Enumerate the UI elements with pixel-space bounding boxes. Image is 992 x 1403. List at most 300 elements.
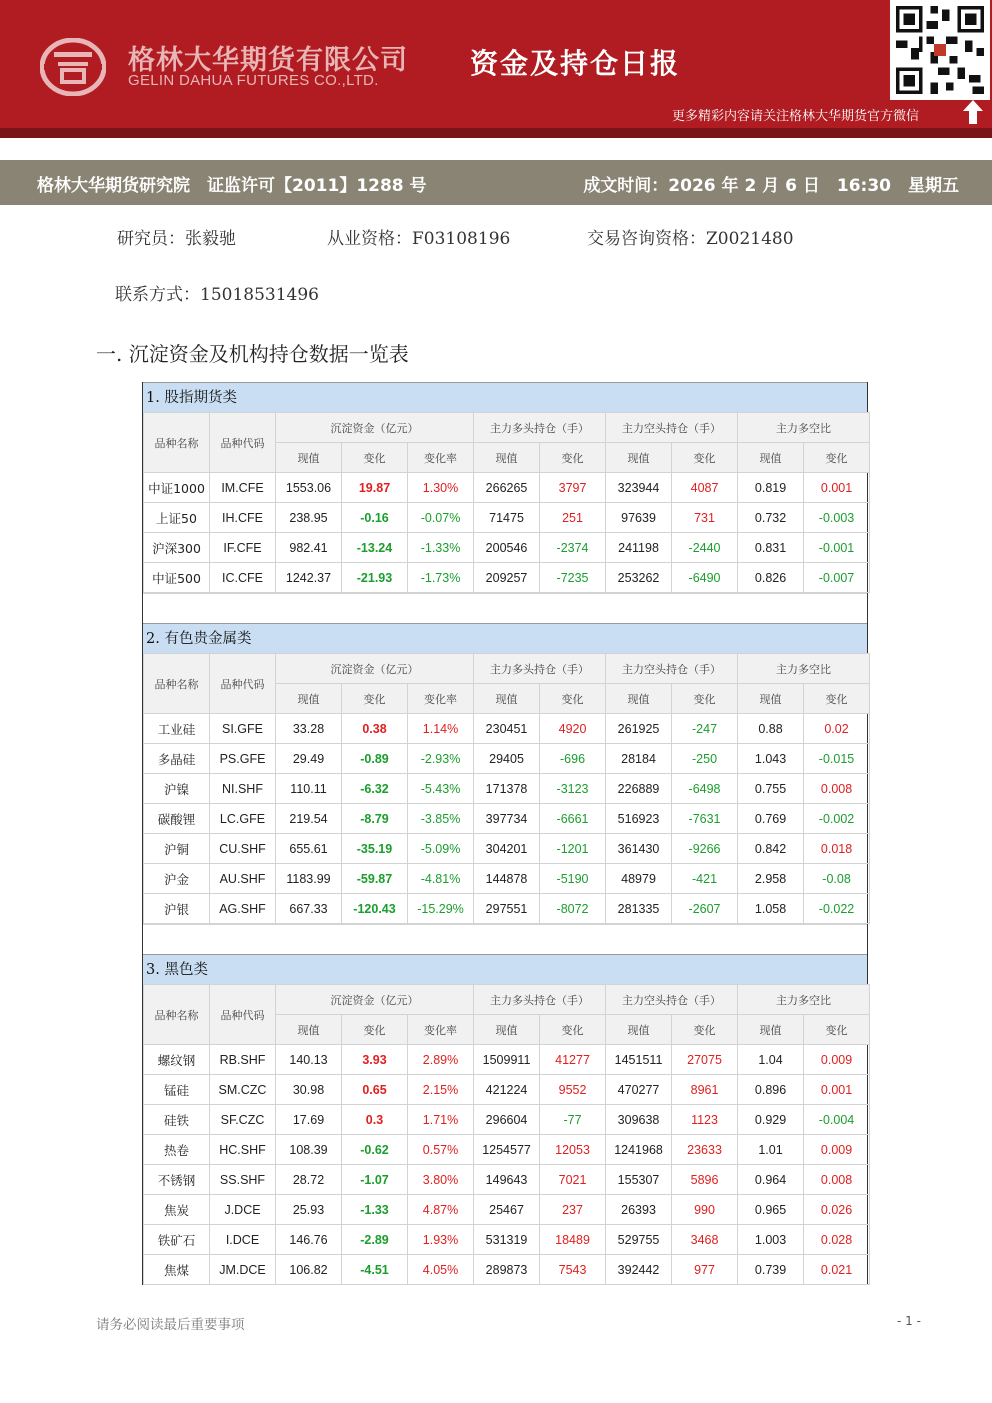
data-cell: 12053 <box>540 1135 606 1165</box>
data-cell: 27075 <box>672 1045 738 1075</box>
data-cell: 667.33 <box>276 894 342 924</box>
variety-code: NI.SHF <box>210 774 276 804</box>
data-cell: 0.896 <box>738 1075 804 1105</box>
table-spacer <box>143 593 867 623</box>
data-cell: 0.57% <box>408 1135 474 1165</box>
variety-name: 沪金 <box>144 864 210 894</box>
data-cell: 0.008 <box>804 774 870 804</box>
data-cell: 266265 <box>474 473 540 503</box>
data-cell: 146.76 <box>276 1225 342 1255</box>
header-long: 主力多头持仓（手） <box>474 413 606 443</box>
data-cell: -21.93 <box>342 563 408 593</box>
category-title: 3. 黑色类 <box>143 954 867 984</box>
header-change: 变化 <box>804 443 870 473</box>
table-row <box>144 473 870 503</box>
data-cell: 140.13 <box>276 1045 342 1075</box>
data-cell: 0.826 <box>738 563 804 593</box>
variety-name: 沪银 <box>144 894 210 924</box>
data-cell: 516923 <box>606 804 672 834</box>
variety-name: 热卷 <box>144 1135 210 1165</box>
data-cell: 1.71% <box>408 1105 474 1135</box>
data-cell: 171378 <box>474 774 540 804</box>
header-change: 变化 <box>672 443 738 473</box>
table-row <box>144 774 870 804</box>
data-cell: 8961 <box>672 1075 738 1105</box>
header-current: 现值 <box>738 1015 804 1045</box>
header-change: 变化 <box>672 684 738 714</box>
table-row <box>144 894 870 924</box>
data-cell: 97639 <box>606 503 672 533</box>
data-cell: -3123 <box>540 774 606 804</box>
data-cell: -1.73% <box>408 563 474 593</box>
data-cell: -35.19 <box>342 834 408 864</box>
data-cell: -0.16 <box>342 503 408 533</box>
data-cell: 977 <box>672 1255 738 1285</box>
header-change-rate: 变化率 <box>408 684 474 714</box>
footer-disclaimer: 请务必阅读最后重要事项 <box>96 1317 245 1333</box>
variety-name: 中证1000 <box>144 473 210 503</box>
header-change-rate: 变化率 <box>408 1015 474 1045</box>
header-current: 现值 <box>474 684 540 714</box>
table-row <box>144 533 870 563</box>
data-cell: 29.49 <box>276 744 342 774</box>
header-change: 变化 <box>804 684 870 714</box>
data-cell: -1.07 <box>342 1165 408 1195</box>
data-cell: 281335 <box>606 894 672 924</box>
data-cell: 1553.06 <box>276 473 342 503</box>
category-table <box>143 412 870 593</box>
data-cell: 219.54 <box>276 804 342 834</box>
data-cell: 4.87% <box>408 1195 474 1225</box>
data-cell: -0.003 <box>804 503 870 533</box>
data-cell: -15.29% <box>408 894 474 924</box>
table-row <box>144 1165 870 1195</box>
data-cell: 237 <box>540 1195 606 1225</box>
variety-name: 中证500 <box>144 563 210 593</box>
data-cell: -696 <box>540 744 606 774</box>
data-cell: 0.65 <box>342 1075 408 1105</box>
variety-code: RB.SHF <box>210 1045 276 1075</box>
data-cell: 0.739 <box>738 1255 804 1285</box>
table-row <box>144 1135 870 1165</box>
data-cell: -59.87 <box>342 864 408 894</box>
data-cell: 261925 <box>606 714 672 744</box>
data-cell: 0.831 <box>738 533 804 563</box>
data-cell: 23633 <box>672 1135 738 1165</box>
data-cell: -0.002 <box>804 804 870 834</box>
header-current: 现值 <box>276 1015 342 1045</box>
header-ratio: 主力多空比 <box>738 413 870 443</box>
data-cell: -5.09% <box>408 834 474 864</box>
data-cell: -77 <box>540 1105 606 1135</box>
data-cell: -0.001 <box>804 533 870 563</box>
table-row <box>144 1105 870 1135</box>
advisory-qualification: 交易咨询资格：Z0021480 <box>587 229 794 249</box>
header-name: 品种名称 <box>144 413 210 473</box>
data-cell: 1451511 <box>606 1045 672 1075</box>
data-cell: 0.021 <box>804 1255 870 1285</box>
category-table <box>143 653 870 924</box>
data-cell: 1254577 <box>474 1135 540 1165</box>
data-cell: 531319 <box>474 1225 540 1255</box>
variety-name: 沪深300 <box>144 533 210 563</box>
data-cell: 209257 <box>474 563 540 593</box>
variety-code: LC.GFE <box>210 804 276 834</box>
header-code: 品种代码 <box>210 413 276 473</box>
data-cell: 238.95 <box>276 503 342 533</box>
up-arrow-icon <box>962 99 984 125</box>
data-cell: 0.028 <box>804 1225 870 1255</box>
data-cell: 230451 <box>474 714 540 744</box>
data-cell: 0.842 <box>738 834 804 864</box>
researcher: 研究员：张毅驰 <box>117 229 236 249</box>
data-cell: 4087 <box>672 473 738 503</box>
category-title: 2. 有色贵金属类 <box>143 623 867 653</box>
variety-code: AU.SHF <box>210 864 276 894</box>
variety-code: PS.GFE <box>210 744 276 774</box>
data-cell: 1241968 <box>606 1135 672 1165</box>
header-current: 现值 <box>474 1015 540 1045</box>
header-name: 品种名称 <box>144 985 210 1045</box>
data-cell: 48979 <box>606 864 672 894</box>
header-ratio: 主力多空比 <box>738 985 870 1015</box>
data-cell: 655.61 <box>276 834 342 864</box>
data-cell: -6498 <box>672 774 738 804</box>
header-change: 变化 <box>540 684 606 714</box>
data-cell: -4.81% <box>408 864 474 894</box>
table-spacer <box>143 924 867 954</box>
data-cell: 2.89% <box>408 1045 474 1075</box>
data-cell: -1201 <box>540 834 606 864</box>
header-change-rate: 变化率 <box>408 443 474 473</box>
data-cell: 3.93 <box>342 1045 408 1075</box>
data-cell: 3.80% <box>408 1165 474 1195</box>
variety-name: 多晶硅 <box>144 744 210 774</box>
data-cell: 241198 <box>606 533 672 563</box>
data-cell: 0.964 <box>738 1165 804 1195</box>
data-cell: 421224 <box>474 1075 540 1105</box>
data-cell: 0.018 <box>804 834 870 864</box>
table-row <box>144 834 870 864</box>
header-code: 品种代码 <box>210 985 276 1045</box>
header-change: 变化 <box>804 1015 870 1045</box>
data-cell: 28.72 <box>276 1165 342 1195</box>
data-cell: 108.39 <box>276 1135 342 1165</box>
data-cell: 361430 <box>606 834 672 864</box>
variety-name: 螺纹钢 <box>144 1045 210 1075</box>
variety-name: 沪镍 <box>144 774 210 804</box>
header-ratio: 主力多空比 <box>738 654 870 684</box>
variety-name: 硅铁 <box>144 1105 210 1135</box>
banner-shadow <box>0 128 992 138</box>
data-cell: -120.43 <box>342 894 408 924</box>
report-title: 资金及持仓日报 <box>470 47 681 80</box>
table-row <box>144 563 870 593</box>
data-cell: 253262 <box>606 563 672 593</box>
header-current: 现值 <box>738 684 804 714</box>
data-cell: 0.732 <box>738 503 804 533</box>
data-cell: -0.007 <box>804 563 870 593</box>
table-row <box>144 1195 870 1225</box>
data-cell: -7235 <box>540 563 606 593</box>
variety-code: IM.CFE <box>210 473 276 503</box>
variety-code: IC.CFE <box>210 563 276 593</box>
data-cell: 1.04 <box>738 1045 804 1075</box>
data-cell: -6.32 <box>342 774 408 804</box>
data-cell: 0.009 <box>804 1135 870 1165</box>
header-current: 现值 <box>606 443 672 473</box>
data-cell: -8072 <box>540 894 606 924</box>
header-change: 变化 <box>540 443 606 473</box>
data-cell: 1123 <box>672 1105 738 1135</box>
variety-name: 锰硅 <box>144 1075 210 1105</box>
data-cell: -247 <box>672 714 738 744</box>
data-cell: -0.004 <box>804 1105 870 1135</box>
wechat-follow-note: 更多精彩内容请关注格林大华期货官方微信 <box>672 109 920 124</box>
data-cell: 0.38 <box>342 714 408 744</box>
table-row <box>144 864 870 894</box>
data-cell: -6661 <box>540 804 606 834</box>
data-cell: 397734 <box>474 804 540 834</box>
data-cell: -8.79 <box>342 804 408 834</box>
data-cell: -0.015 <box>804 744 870 774</box>
header-short: 主力空头持仓（手） <box>606 654 738 684</box>
data-cell: 304201 <box>474 834 540 864</box>
data-cell: 33.28 <box>276 714 342 744</box>
variety-code: IF.CFE <box>210 533 276 563</box>
data-cell: 1.003 <box>738 1225 804 1255</box>
qualification: 从业资格：F03108196 <box>327 229 511 249</box>
data-cell: 7021 <box>540 1165 606 1195</box>
data-cell: 3468 <box>672 1225 738 1255</box>
data-cell: 2.958 <box>738 864 804 894</box>
data-cell: -2.89 <box>342 1225 408 1255</box>
data-cell: -0.07% <box>408 503 474 533</box>
data-cell: 251 <box>540 503 606 533</box>
data-cell: -2.93% <box>408 744 474 774</box>
data-cell: -0.62 <box>342 1135 408 1165</box>
contact: 联系方式：15018531496 <box>115 285 319 305</box>
data-cell: 1183.99 <box>276 864 342 894</box>
variety-code: SM.CZC <box>210 1075 276 1105</box>
data-cell: 0.965 <box>738 1195 804 1225</box>
table-row <box>144 503 870 533</box>
header-change: 变化 <box>540 1015 606 1045</box>
report-datetime: 成文时间：2026 年 2 月 6 日 16:30 星期五 <box>583 176 959 196</box>
data-cell: 9552 <box>540 1075 606 1105</box>
data-cell: 0.819 <box>738 473 804 503</box>
data-cell: -0.89 <box>342 744 408 774</box>
category-title: 1. 股指期货类 <box>143 382 867 412</box>
data-cell: 26393 <box>606 1195 672 1225</box>
data-cell: 470277 <box>606 1075 672 1105</box>
data-cell: 19.87 <box>342 473 408 503</box>
data-cell: 144878 <box>474 864 540 894</box>
data-cell: 1.93% <box>408 1225 474 1255</box>
data-cell: 990 <box>672 1195 738 1225</box>
data-cell: 392442 <box>606 1255 672 1285</box>
data-cell: -13.24 <box>342 533 408 563</box>
data-cell: 297551 <box>474 894 540 924</box>
data-cell: 25467 <box>474 1195 540 1225</box>
data-cell: 226889 <box>606 774 672 804</box>
data-tables <box>142 382 868 1285</box>
data-cell: 149643 <box>474 1165 540 1195</box>
header-capital: 沉淀资金（亿元） <box>276 413 474 443</box>
data-cell: 18489 <box>540 1225 606 1255</box>
data-cell: 0.3 <box>342 1105 408 1135</box>
data-cell: 731 <box>672 503 738 533</box>
variety-code: SI.GFE <box>210 714 276 744</box>
variety-code: SF.CZC <box>210 1105 276 1135</box>
variety-name: 焦炭 <box>144 1195 210 1225</box>
header-code: 品种代码 <box>210 654 276 714</box>
data-cell: 1.14% <box>408 714 474 744</box>
info-bar <box>0 160 992 205</box>
data-cell: 29405 <box>474 744 540 774</box>
data-cell: -3.85% <box>408 804 474 834</box>
data-cell: 0.755 <box>738 774 804 804</box>
data-cell: -9266 <box>672 834 738 864</box>
header-current: 现值 <box>276 443 342 473</box>
institute-license: 格林大华期货研究院 证监许可【2011】1288 号 <box>37 176 427 196</box>
variety-name: 工业硅 <box>144 714 210 744</box>
data-cell: 5896 <box>672 1165 738 1195</box>
data-cell: 200546 <box>474 533 540 563</box>
data-cell: -6490 <box>672 563 738 593</box>
variety-name: 焦煤 <box>144 1255 210 1285</box>
variety-code: HC.SHF <box>210 1135 276 1165</box>
variety-code: CU.SHF <box>210 834 276 864</box>
data-cell: 309638 <box>606 1105 672 1135</box>
variety-code: AG.SHF <box>210 894 276 924</box>
data-cell: -421 <box>672 864 738 894</box>
variety-code: JM.DCE <box>210 1255 276 1285</box>
data-cell: 0.001 <box>804 1075 870 1105</box>
data-cell: 529755 <box>606 1225 672 1255</box>
data-cell: 7543 <box>540 1255 606 1285</box>
data-cell: -2374 <box>540 533 606 563</box>
data-cell: 0.008 <box>804 1165 870 1195</box>
data-cell: 155307 <box>606 1165 672 1195</box>
header-long: 主力多头持仓（手） <box>474 985 606 1015</box>
variety-name: 不锈钢 <box>144 1165 210 1195</box>
data-cell: 0.001 <box>804 473 870 503</box>
data-cell: -250 <box>672 744 738 774</box>
data-cell: 71475 <box>474 503 540 533</box>
header-current: 现值 <box>474 443 540 473</box>
data-cell: 1509911 <box>474 1045 540 1075</box>
data-cell: 0.88 <box>738 714 804 744</box>
header-long: 主力多头持仓（手） <box>474 654 606 684</box>
data-cell: 0.026 <box>804 1195 870 1225</box>
company-name-en: GELIN DAHUA FUTURES CO.,LTD. <box>128 72 379 89</box>
company-name-cn: 格林大华期货有限公司 <box>128 45 408 76</box>
variety-name: 上证50 <box>144 503 210 533</box>
data-cell: 296604 <box>474 1105 540 1135</box>
table-row <box>144 1255 870 1285</box>
data-cell: 41277 <box>540 1045 606 1075</box>
data-cell: 1242.37 <box>276 563 342 593</box>
data-cell: -1.33 <box>342 1195 408 1225</box>
table-row <box>144 744 870 774</box>
data-cell: -4.51 <box>342 1255 408 1285</box>
data-cell: -0.08 <box>804 864 870 894</box>
data-cell: -0.022 <box>804 894 870 924</box>
data-cell: -2440 <box>672 533 738 563</box>
data-cell: 0.02 <box>804 714 870 744</box>
table-row <box>144 804 870 834</box>
data-cell: 0.929 <box>738 1105 804 1135</box>
header-current: 现值 <box>606 684 672 714</box>
data-cell: -5190 <box>540 864 606 894</box>
header-change: 变化 <box>672 1015 738 1045</box>
data-cell: 982.41 <box>276 533 342 563</box>
data-cell: 4920 <box>540 714 606 744</box>
data-cell: -7631 <box>672 804 738 834</box>
variety-code: J.DCE <box>210 1195 276 1225</box>
header-short: 主力空头持仓（手） <box>606 985 738 1015</box>
data-cell: 4.05% <box>408 1255 474 1285</box>
qr-code-icon[interactable] <box>890 0 990 100</box>
header-change: 变化 <box>342 1015 408 1045</box>
header-capital: 沉淀资金（亿元） <box>276 985 474 1015</box>
company-logo-icon <box>40 38 106 96</box>
table-row <box>144 1045 870 1075</box>
data-cell: 289873 <box>474 1255 540 1285</box>
data-cell: 17.69 <box>276 1105 342 1135</box>
header-change: 变化 <box>342 443 408 473</box>
variety-name: 碳酸锂 <box>144 804 210 834</box>
data-cell: 1.058 <box>738 894 804 924</box>
table-row <box>144 1225 870 1255</box>
table-row <box>144 1075 870 1105</box>
data-cell: -1.33% <box>408 533 474 563</box>
data-cell: 3797 <box>540 473 606 503</box>
header-current: 现值 <box>606 1015 672 1045</box>
header-capital: 沉淀资金（亿元） <box>276 654 474 684</box>
data-cell: 1.30% <box>408 473 474 503</box>
data-cell: 106.82 <box>276 1255 342 1285</box>
data-cell: 2.15% <box>408 1075 474 1105</box>
variety-name: 铁矿石 <box>144 1225 210 1255</box>
data-cell: 0.009 <box>804 1045 870 1075</box>
variety-name: 沪铜 <box>144 834 210 864</box>
header-change: 变化 <box>342 684 408 714</box>
variety-code: IH.CFE <box>210 503 276 533</box>
page-number: - 1 - <box>897 1314 921 1328</box>
category-table <box>143 984 870 1285</box>
data-cell: -2607 <box>672 894 738 924</box>
data-cell: 323944 <box>606 473 672 503</box>
variety-code: I.DCE <box>210 1225 276 1255</box>
data-cell: 28184 <box>606 744 672 774</box>
header-short: 主力空头持仓（手） <box>606 413 738 443</box>
data-cell: -5.43% <box>408 774 474 804</box>
data-cell: 30.98 <box>276 1075 342 1105</box>
variety-code: SS.SHF <box>210 1165 276 1195</box>
header-current: 现值 <box>276 684 342 714</box>
header-current: 现值 <box>738 443 804 473</box>
data-cell: 110.11 <box>276 774 342 804</box>
header-name: 品种名称 <box>144 654 210 714</box>
data-cell: 0.769 <box>738 804 804 834</box>
data-cell: 1.043 <box>738 744 804 774</box>
data-cell: 1.01 <box>738 1135 804 1165</box>
data-cell: 25.93 <box>276 1195 342 1225</box>
section-heading: 一. 沉淀资金及机构持仓数据一览表 <box>96 342 409 366</box>
table-row <box>144 714 870 744</box>
